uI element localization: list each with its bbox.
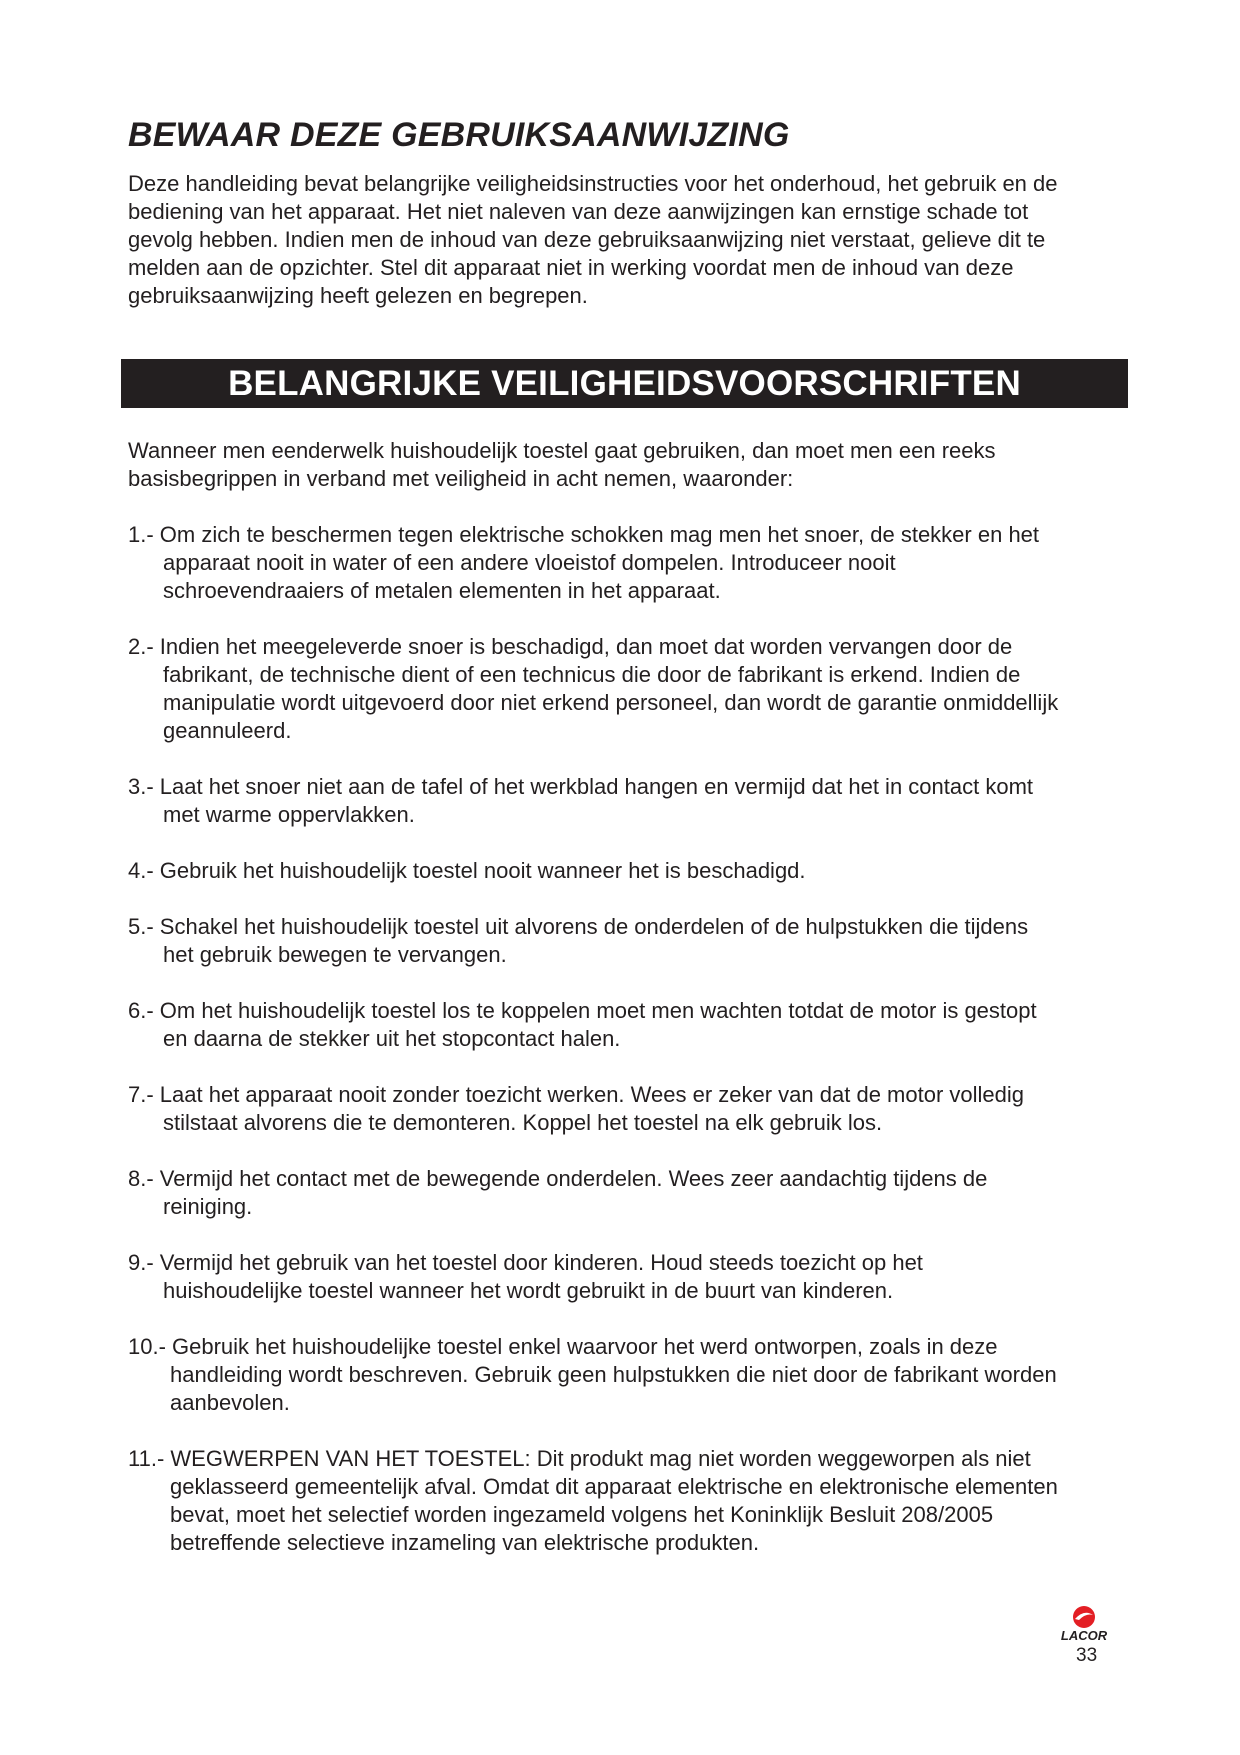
item-line: 8.- Vermijd het contact met de bewegende onderdelen. Wees zeer aandachtig tijdens de [128,1166,988,1191]
safety-item-1 [128,521,1138,605]
lacor-logo [1046,1605,1122,1645]
safety-item-6 [128,997,1138,1053]
safety-instructions-list [128,521,1138,1585]
lead-line: Wanneer men eenderwelk huishoudelijk toestel gaat gebruiken, dan moet men een reeks [128,438,996,463]
item-line: 2.- Indien het meegeleverde snoer is beschadigd, dan moet dat worden vervangen door de [128,634,1013,659]
item-line: stilstaat alvorens die te demonteren. Koppel het toestel na elk gebruik los. [163,1110,883,1135]
item-line: 1.- Om zich te beschermen tegen elektrische schokken mag men het snoer, de stekker en het [128,522,1040,547]
safety-item-3 [128,773,1138,829]
safety-item-5 [128,913,1138,969]
item-line: schroevendraaiers of metalen elementen in het apparaat. [163,578,721,603]
lead-line: basisbegrippen in verband met veiligheid in acht nemen, waaronder: [128,466,794,491]
lead-paragraph [128,437,1128,493]
item-line: betreffende selectieve inzameling van elektrische produkten. [170,1530,760,1555]
item-line: apparaat nooit in water of een andere vloeistof dompelen. Introduceer nooit [163,550,896,575]
page-number: 33 [1076,1645,1098,1666]
item-line: het gebruik bewegen te vervangen. [163,942,507,967]
safety-item-10 [128,1333,1138,1417]
item-line: fabrikant, de technische dient of een technicus die door de fabrikant is erkend. Indien de [163,662,1021,687]
item-line: 11.- WEGWERPEN VAN HET TOESTEL: Dit produkt mag niet worden weggeworpen als niet [128,1446,1031,1471]
intro-paragraph [128,170,1128,310]
intro-line: gebruiksaanwijzing heeft gelezen en begrepen. [128,283,588,308]
item-line: 7.- Laat het apparaat nooit zonder toezicht werken. Wees er zeker van dat de motor volledig [128,1082,1024,1107]
item-line: handleiding wordt beschreven. Gebruik geen hulpstukken die niet door de fabrikant worden [170,1362,1057,1387]
safety-item-9 [128,1249,1138,1305]
item-line: manipulatie wordt uitgevoerd door niet erkend personeel, dan wordt de garantie onmiddellijk [163,690,1059,715]
safety-item-11 [128,1445,1138,1557]
safety-item-7 [128,1081,1138,1137]
safety-item-8 [128,1165,1138,1221]
item-line: 3.- Laat het snoer niet aan de tafel of het werkblad hangen en vermijd dat het in contact komt [128,774,1034,799]
logo-brand-text: LACOR [1060,1628,1108,1643]
intro-line: bediening van het apparaat. Het niet naleven van deze aanwijzingen kan ernstige schade tot [128,199,1029,224]
safety-item-4 [128,857,1138,885]
item-line: huishoudelijke toestel wanneer het wordt gebruikt in de buurt van kinderen. [163,1278,894,1303]
item-line: 5.- Schakel het huishoudelijk toestel uit alvorens de onderdelen of de hulpstukken die tijdens [128,914,1029,939]
item-line: reiniging. [163,1194,253,1219]
logo-red-circle-icon [1073,1606,1095,1628]
item-line: aanbevolen. [170,1390,290,1415]
item-line: 4.- Gebruik het huishoudelijk toestel nooit wanneer het is beschadigd. [128,858,806,883]
safety-item-2 [128,633,1138,745]
item-line: bevat, moet het selectief worden ingezameld volgens het Koninklijk Besluit 208/2005 [170,1502,994,1527]
page-title: BEWAAR DEZE GEBRUIKSAANWIJZING [128,116,790,154]
item-line: geannuleerd. [163,718,292,743]
item-line: 10.- Gebruik het huishoudelijke toestel enkel waarvoor het werd ontworpen, zoals in deze [128,1334,998,1359]
item-line: met warme oppervlakken. [163,802,415,827]
intro-line: gevolg hebben. Indien men de inhoud van deze gebruiksaanwijzing niet verstaat, gelieve dit te [128,227,1046,252]
item-line: geklasseerd gemeentelijk afval. Omdat dit apparaat elektrische en elektronische elementen [170,1474,1058,1499]
item-line: 9.- Vermijd het gebruik van het toestel door kinderen. Houd steeds toezicht op het [128,1250,923,1275]
intro-line: melden aan de opzichter. Stel dit apparaat niet in werking voordat men de inhoud van deze [128,255,1014,280]
intro-line: Deze handleiding bevat belangrijke veiligheidsinstructies voor het onderhoud, het gebruik en de [128,171,1058,196]
section-heading-banner: BELANGRIJKE VEILIGHEIDSVOORSCHRIFTEN [121,359,1128,408]
item-line: en daarna de stekker uit het stopcontact halen. [163,1026,621,1051]
item-line: 6.- Om het huishoudelijk toestel los te koppelen moet men wachten totdat de motor is gestopt [128,998,1037,1023]
